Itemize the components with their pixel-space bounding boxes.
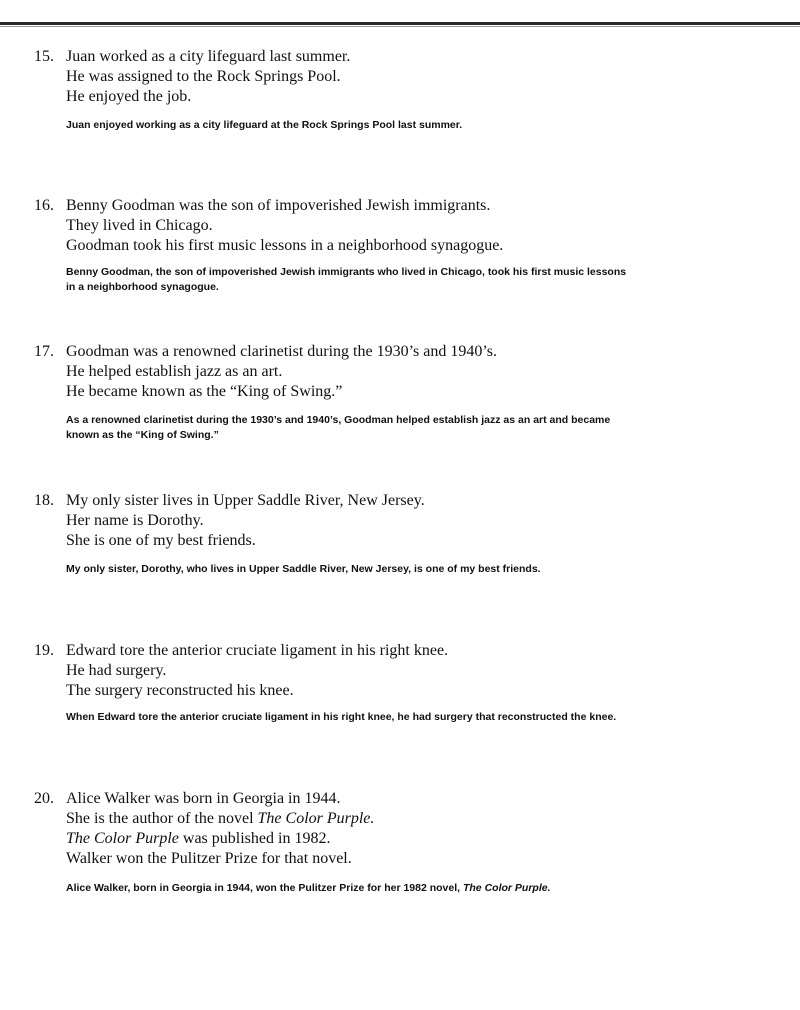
top-rule-shadow: [0, 26, 800, 27]
sentence-line: Benny Goodman was the son of impoverished Jewish immigrants.: [66, 197, 491, 214]
sentence-line: My only sister lives in Upper Saddle River, New Jersey.: [66, 492, 425, 509]
exercise-sentences: [66, 342, 766, 402]
sentence-line: The surgery reconstructed his knee.: [66, 682, 294, 699]
sentence-line: He enjoyed the job.: [66, 88, 192, 105]
sentence-line: [66, 829, 766, 849]
top-rule: [0, 22, 800, 25]
exercise-number: 18.: [34, 492, 54, 509]
combined-answer: As a renowned clarinetist during the 1930’s and 1940’s, Goodman helped establish jazz as an art and became known as the “King of Swing.”: [66, 414, 611, 441]
sentence-line: He helped establish jazz as an art.: [66, 363, 283, 380]
sentence-line: She is one of my best friends.: [66, 532, 256, 549]
combined-answer: My only sister, Dorothy, who lives in Upper Saddle River, New Jersey, is one of my best friends.: [66, 563, 541, 575]
exercise-sentences: [66, 491, 766, 551]
exercise-number: 15.: [34, 48, 54, 65]
sentence-line: They lived in Chicago.: [66, 217, 213, 234]
exercise-number: 17.: [34, 343, 54, 360]
exercise-number: 16.: [34, 197, 54, 214]
sentence-line: Alice Walker was born in Georgia in 1944.: [66, 790, 341, 807]
novel-title: The Color Purple: [66, 830, 179, 847]
answer-text: Alice Walker, born in Georgia in 1944, won the Pulitzer Prize for her 1982 novel,: [66, 882, 463, 894]
sentence-line: Goodman was a renowned clarinetist during the 1930’s and 1940’s.: [66, 343, 498, 360]
sentence-line: He had surgery.: [66, 662, 167, 679]
sentence-line: Goodman took his first music lessons in a neighborhood synagogue.: [66, 237, 504, 254]
exercise-number: 19.: [34, 642, 54, 659]
exercise-number: 20.: [34, 790, 54, 807]
novel-title: The Color Purple.: [257, 810, 375, 827]
sentence-line: Juan worked as a city lifeguard last summer.: [66, 48, 351, 65]
sentence-line: He became known as the “King of Swing.”: [66, 383, 343, 400]
sentence-line: [66, 809, 766, 829]
combined-answer: Benny Goodman, the son of impoverished Jewish immigrants who lived in Chicago, took his first music lessons in a neighborhood synagogue.: [66, 266, 627, 293]
sentence-line: Her name is Dorothy.: [66, 512, 204, 529]
combined-answer: Juan enjoyed working as a city lifeguard at the Rock Springs Pool last summer.: [66, 119, 463, 131]
combined-answer: [66, 881, 636, 896]
exercise-sentences: [66, 47, 766, 107]
novel-title: The Color Purple.: [462, 882, 551, 894]
sentence-line: He was assigned to the Rock Springs Pool.: [66, 68, 341, 85]
sentence-text: She is the author of the novel: [66, 810, 258, 827]
exercise-sentences: [66, 789, 766, 869]
exercise-sentences: [66, 196, 766, 256]
combined-answer: When Edward tore the anterior cruciate ligament in his right knee, he had surgery that reconstructed the knee.: [66, 711, 617, 723]
sentence-text: was published in 1982.: [178, 830, 331, 847]
sentence-line: Walker won the Pulitzer Prize for that novel.: [66, 850, 352, 867]
sentence-line: Edward tore the anterior cruciate ligament in his right knee.: [66, 642, 449, 659]
exercise-sentences: [66, 641, 766, 701]
